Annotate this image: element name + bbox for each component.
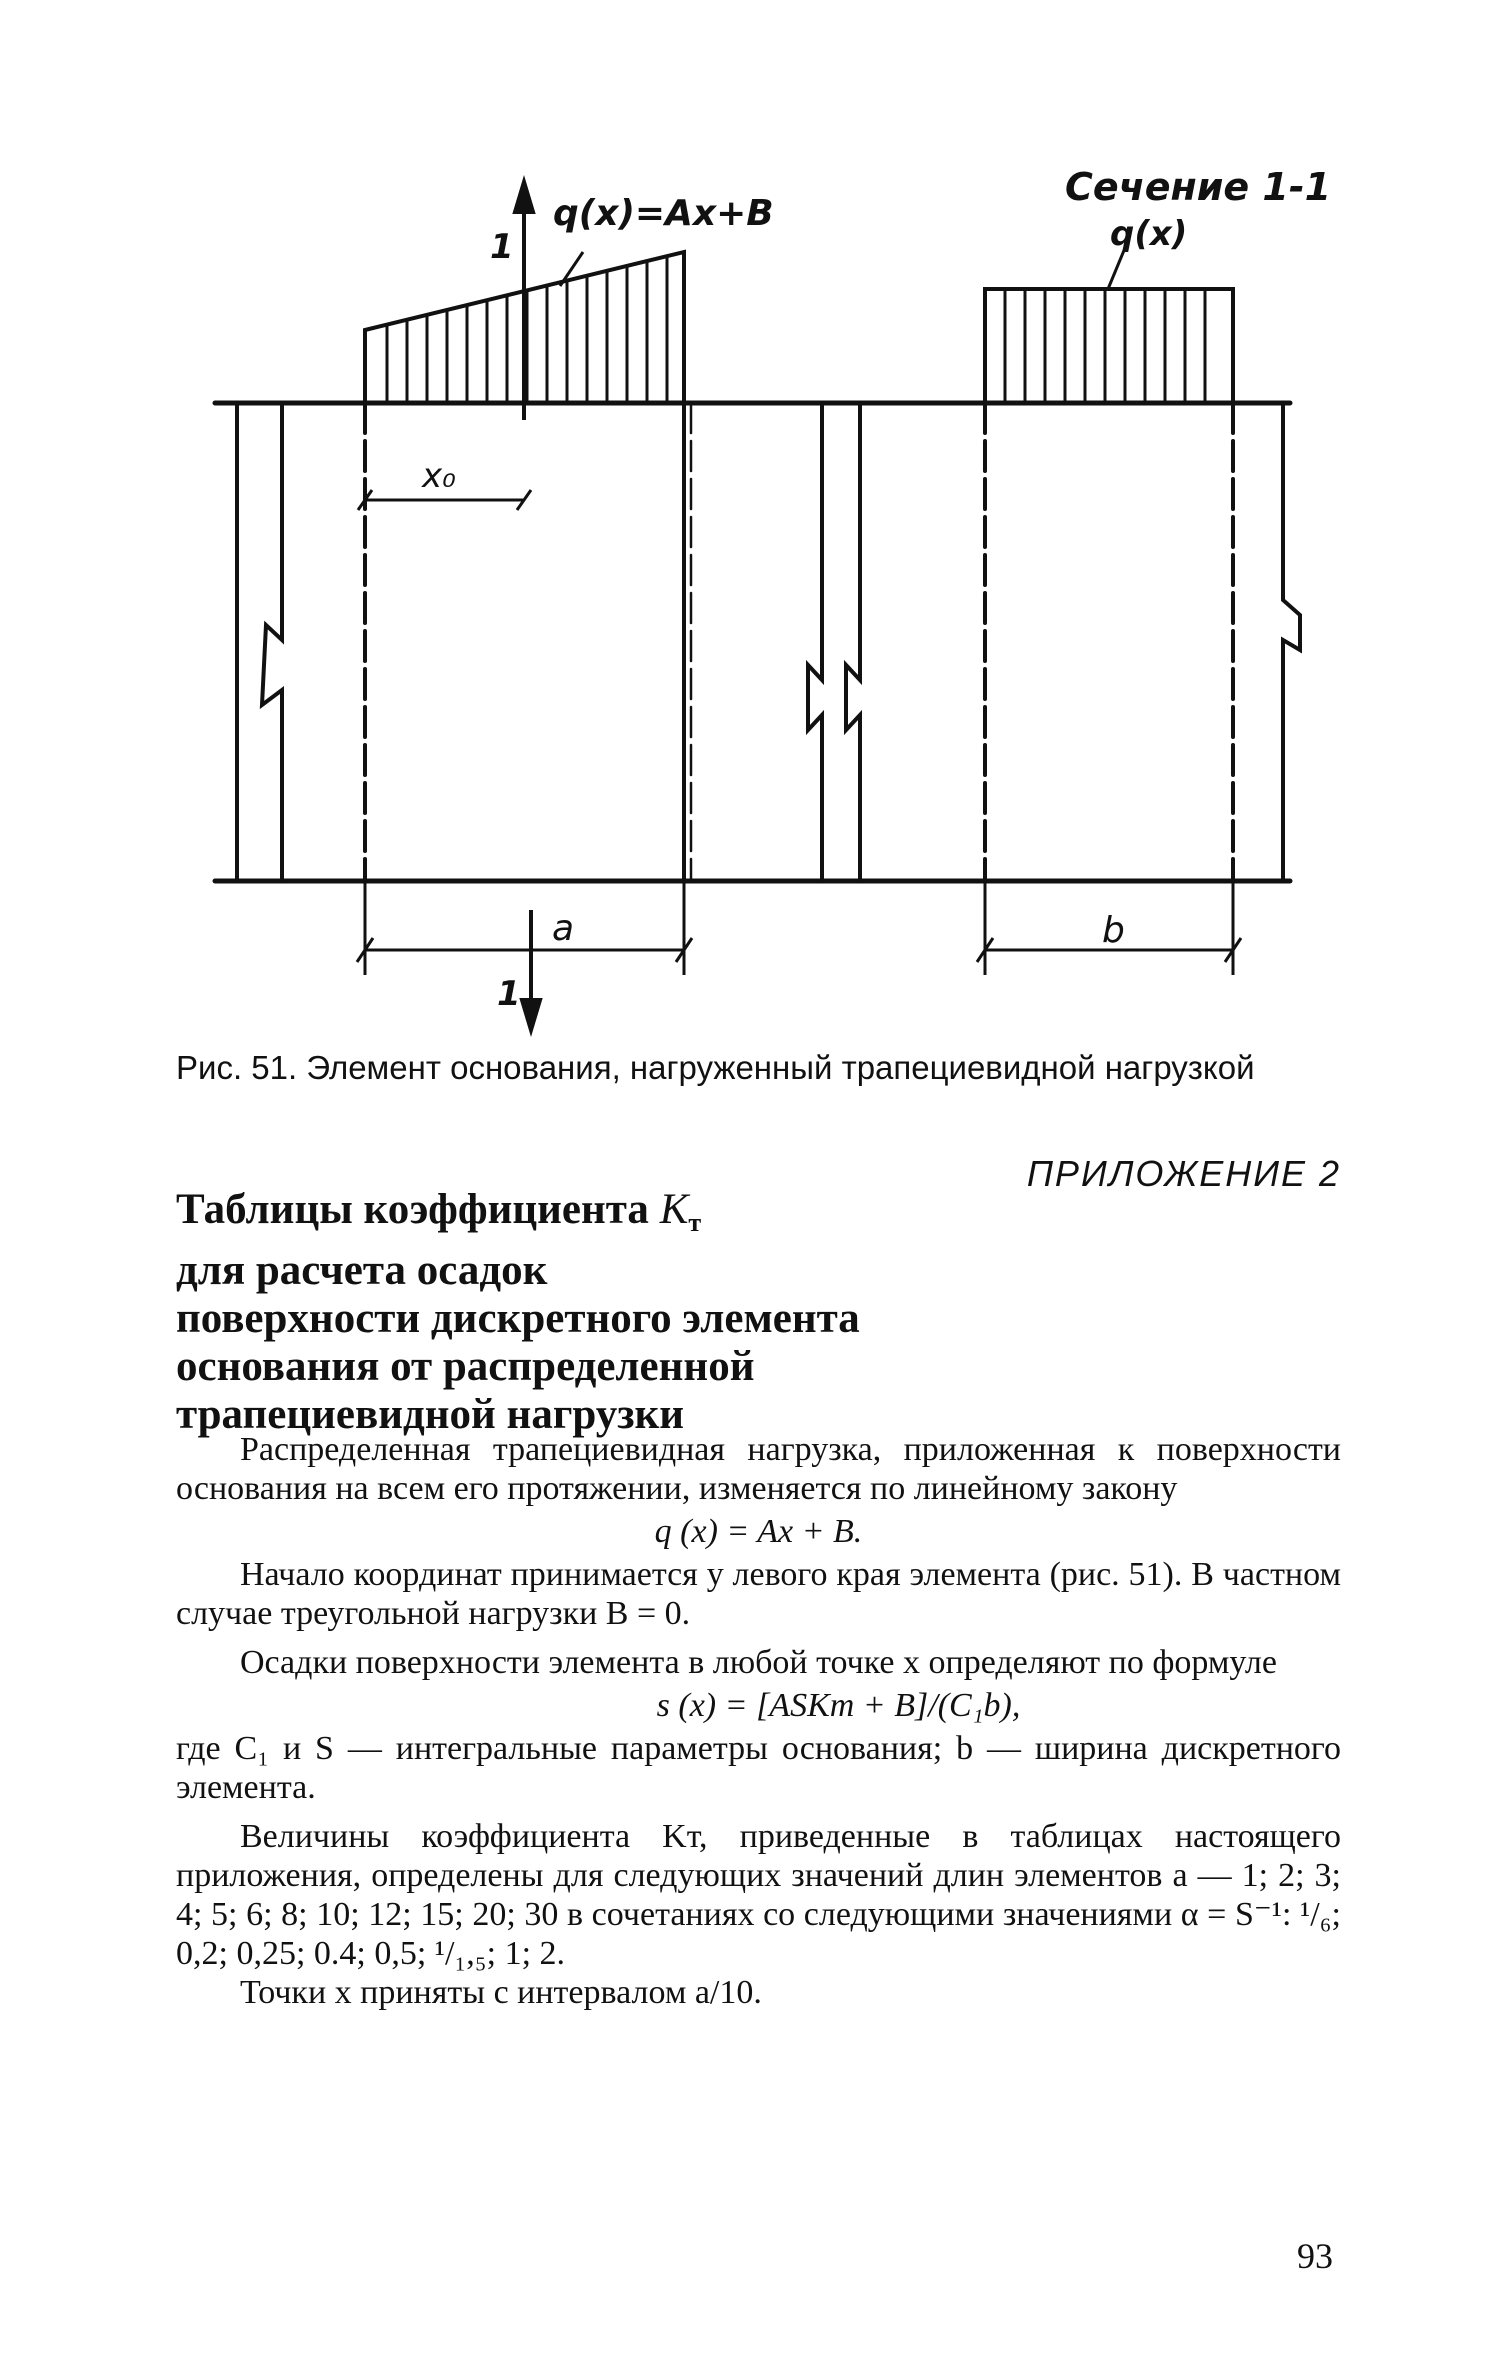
title-line-2: для расчета осадок bbox=[176, 1247, 548, 1294]
paragraph-6: Точки x приняты с интервалом a/10. bbox=[240, 1974, 762, 2011]
a-dimension bbox=[357, 881, 692, 975]
section-title bbox=[176, 1186, 1076, 1439]
paragraph-2: Начало координат принимается у левого края элемента (рис. 51). В частном случае треугольной нагрузки B = 0. bbox=[176, 1556, 1341, 1632]
title-line-3: поверхности дискретного элемента bbox=[176, 1295, 860, 1342]
a-label: a bbox=[552, 908, 575, 949]
formula-settlement: s (x) = [ASKт + B]/(C₁b), bbox=[656, 1687, 1021, 1724]
b-label: b bbox=[1102, 910, 1125, 951]
title-line-5: трапециевидной нагрузки bbox=[176, 1391, 685, 1438]
section-label: Сечение 1-1 bbox=[1065, 165, 1332, 209]
title-symbol: K bbox=[659, 1186, 689, 1233]
left-break-column bbox=[237, 403, 282, 881]
uniform-load bbox=[985, 248, 1233, 403]
title-symbol-subscript: т bbox=[688, 1208, 702, 1237]
appendix-label: ПРИЛОЖЕНИЕ 2 bbox=[1026, 1153, 1341, 1194]
middle-break-columns bbox=[808, 403, 860, 881]
x0-label: x₀ bbox=[422, 456, 456, 496]
paragraph-1: Распределенная трапециевидная нагрузка, приложенная к поверхности основания на всем его протяжении, изменяется по линейному закону bbox=[176, 1431, 1341, 1507]
figure-51-diagram bbox=[0, 0, 1501, 1050]
paragraph-5: Величины коэффициента Kт, приведенные в таблицах настоящего приложения, определены для следующих значений длин элементов a — 1; 2; 3; 4; 5; 6; 8; 10; 12; 15; 20; 30 в сочетаниях со следующими значениями α = S⁻¹: ¹/₆; 0,2; 0,25; 0.4; 0,5; ¹/₁,₅; 1; 2. bbox=[176, 1818, 1341, 1972]
paragraph-3: Осадки поверхности элемента в любой точке x определяют по формуле bbox=[240, 1644, 1277, 1681]
page-number: 93 bbox=[1297, 2236, 1333, 2276]
section-load-label: q(x) bbox=[1110, 214, 1188, 254]
load-formula-label: q(x)=Ax+B bbox=[553, 193, 774, 234]
section-mark-top: 1 bbox=[490, 227, 514, 267]
section-mark-bottom: 1 bbox=[497, 974, 521, 1014]
right-break-column bbox=[1283, 403, 1300, 881]
body-text bbox=[176, 1430, 1341, 2012]
title-line-1: Таблицы коэффициента $K_т$ bbox=[176, 1186, 702, 1237]
paragraph-4: где C₁ и S — интегральные параметры основания; b — ширина дискретного элемента. bbox=[176, 1730, 1341, 1806]
formula-linear-load: q (x) = Ax + B. bbox=[654, 1513, 863, 1550]
title-line-4: основания от распределенной bbox=[176, 1343, 755, 1390]
figure-caption: Рис. 51. Элемент основания, нагруженный трапециевидной нагрузкой bbox=[176, 1049, 1255, 1086]
